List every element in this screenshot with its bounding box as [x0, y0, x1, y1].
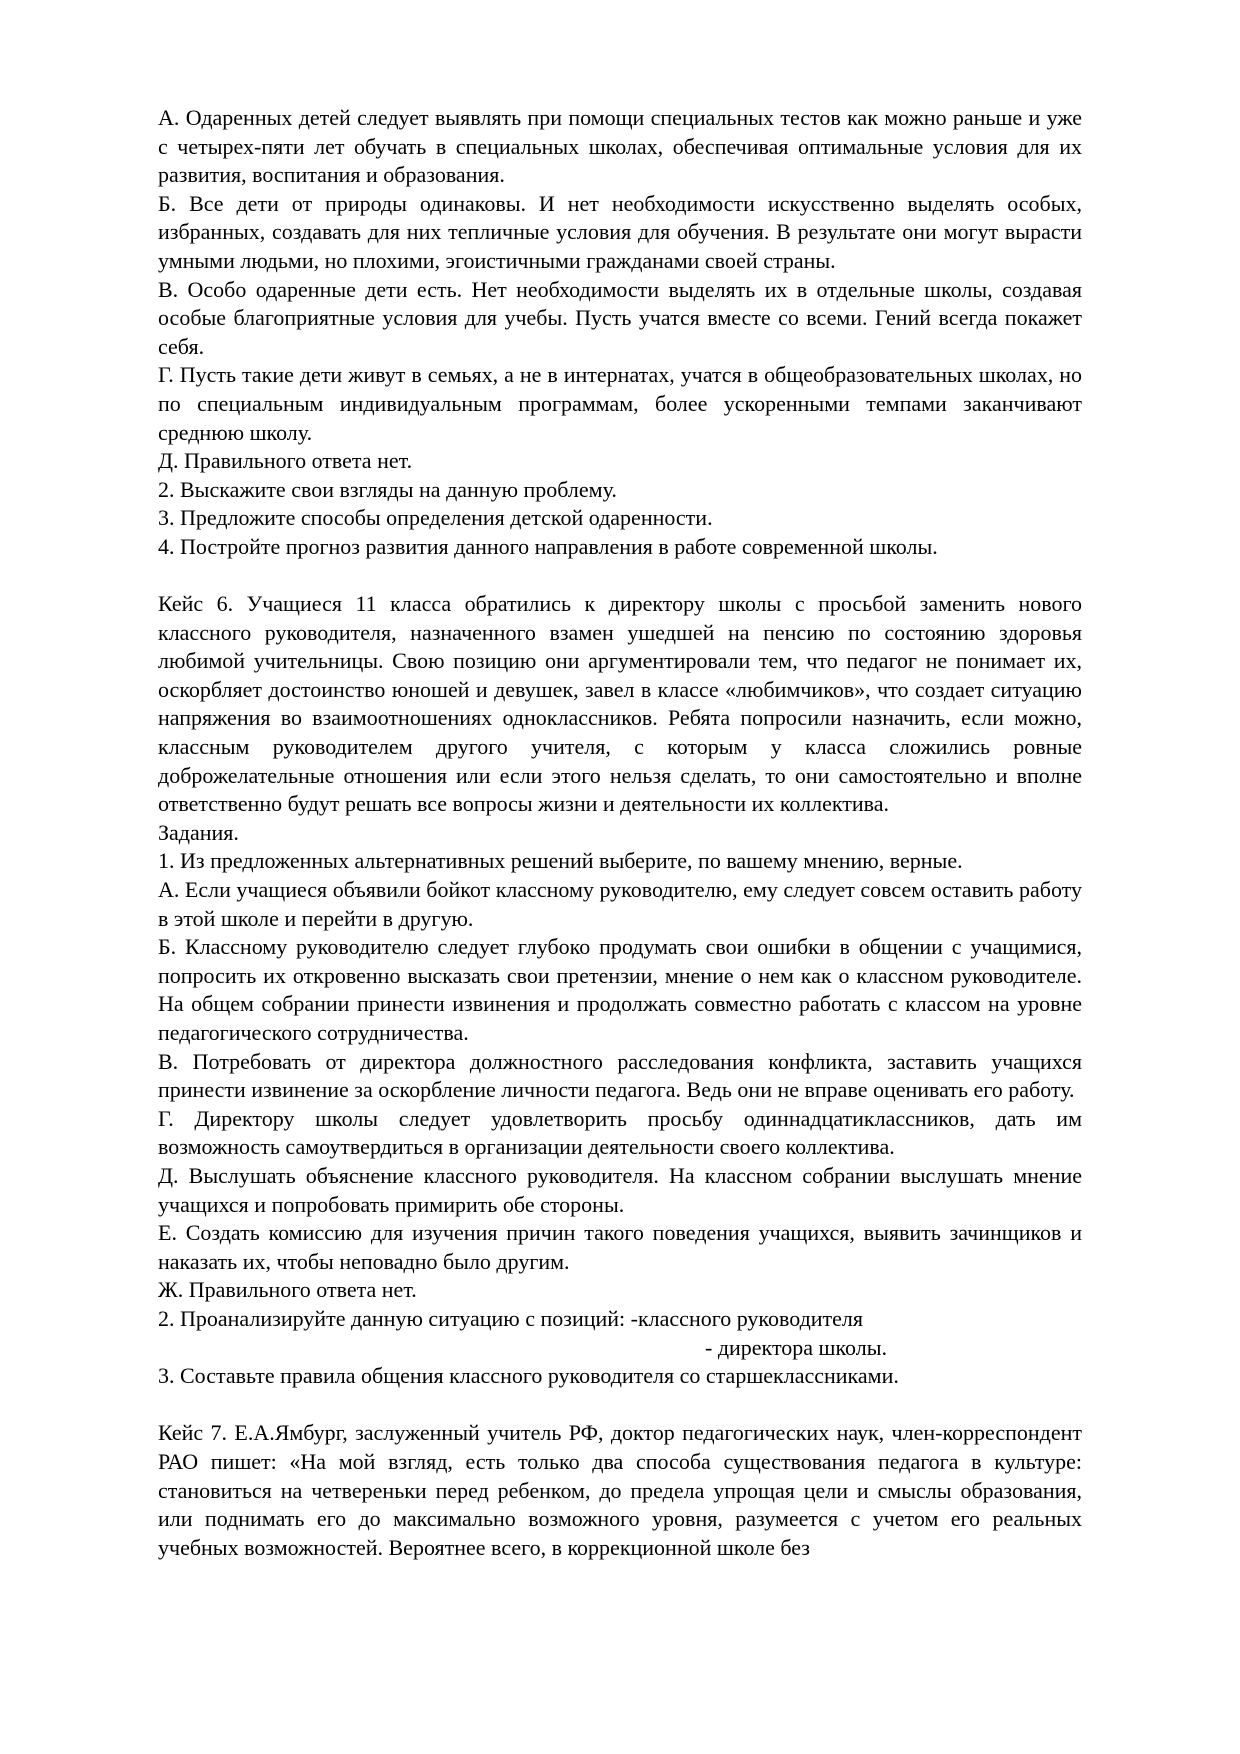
paragraph: Ж. Правильного ответа нет. [158, 1277, 417, 1303]
paragraph: Б. Классному руководителю следует глубоко продумать свои ошибки в общении с учащимися, попросить их откровенно высказать свои претензии, мнение о нем как о классном руководителе. На общем собрании принести извинения и продолжать совместно работать с классом на уровне педагогического сотрудничества. [158, 934, 1082, 1045]
paragraph: Г. Пусть такие дети живут в семьях, а не в интернатах, учатся в общеобразовательных школах, но по специальным индивидуальным программам, более ускоренными темпами заканчивают среднюю школу. [158, 362, 1082, 445]
paragraph: 3. Предложите способы определения детской одаренности. [158, 505, 713, 531]
text-content [158, 104, 1082, 1562]
paragraph: Кейс 7. Е.А.Ямбург, заслуженный учитель РФ, доктор педагогических наук, член-корреспондент РАО пишет: «На мой взгляд, есть только два способа существования педагога в культуре: становиться на четвереньки перед ребенком, до предела упрощая цели и смыслы образования, или поднимать его до максимально возможного уровня, разумеется с учетом его реальных учебных возможностей. Вероятнее всего, в коррекционной школе без [158, 1420, 1082, 1560]
paragraph: А. Если учащиеся объявили бойкот классному руководителю, ему следует совсем оставить работу в этой школе и перейти в другую. [158, 877, 1082, 931]
paragraph: - директора школы. [705, 1334, 888, 1360]
paragraph: Кейс 6. Учащиеся 11 класса обратились к директору школы с просьбой заменить нового классного руководителя, назначенного взамен ушедшей на пенсию по состоянию здоровья любимой учительницы. Свою позицию они аргументировали тем, что педагог не понимает их, оскорбляет достоинство юношей и девушек, завел в классе «любимчиков», что создает ситуацию напряжения во взаимоотношениях одноклассников. Ребята попросили назначить, если можно, классным руководителем другого учителя, с которым у класса сложились ровные доброжелательные отношения или если этого нельзя сделать, то они самостоятельно и вполне ответственно будут решать все вопросы жизни и деятельности их коллектива. [158, 591, 1082, 817]
paragraph: 3. Составьте правила общения классного руководителя со старшеклассниками. [158, 1363, 899, 1389]
paragraph: В. Особо одаренные дети есть. Нет необходимости выделять их в отдельные школы, создавая особые благоприятные условия для учебы. Пусть учатся вместе со всеми. Гений всегда покажет себя. [158, 276, 1082, 359]
paragraph: А. Одаренных детей следует выявлять при помощи специальных тестов как можно раньше и уже с четырех-пяти лет обучать в специальных школах, обеспечивая оптимальные условия для их развития, воспитания и образования. [158, 105, 1082, 188]
paragraph: 2. Проанализируйте данную ситуацию с позиций: -классного руководителя [158, 1305, 864, 1331]
paragraph: Д. Правильного ответа нет. [158, 448, 413, 474]
paragraph: В. Потребовать от директора должностного расследования конфликта, заставить учащихся принести извинение за оскорбление личности педагога. Ведь они не вправе оценивать его работу. [158, 1048, 1082, 1103]
paragraph: 2. Выскажите свои взгляды на данную проблему. [158, 476, 617, 502]
paragraph: 1. Из предложенных альтернативных решений выберите, по вашему мнению, верные. [158, 848, 963, 874]
paragraph: Г. Директору школы следует удовлетворить просьбу одиннадцатиклассников, дать им возможность самоутвердиться в организации деятельности своего коллектива. [158, 1105, 1082, 1160]
paragraph: Задания. [158, 819, 239, 845]
paragraph: Д. Выслушать объяснение классного руководителя. На классном собрании выслушать мнение учащихся и попробовать примирить обе стороны. [158, 1162, 1082, 1217]
paragraph: Б. Все дети от природы одинаковы. И нет необходимости искусственно выделять особых, избранных, создавать для них тепличные условия для обучения. В результате они могут вырасти умными людьми, но плохими, эгоистичными гражданами своей страны. [158, 190, 1082, 273]
paragraph: 4. Постройте прогноз развития данного направления в работе современной школы. [158, 533, 938, 559]
paragraph: Е. Создать комиссию для изучения причин такого поведения учащихся, выявить зачинщиков и наказать их, чтобы неповадно было другим. [158, 1220, 1082, 1274]
